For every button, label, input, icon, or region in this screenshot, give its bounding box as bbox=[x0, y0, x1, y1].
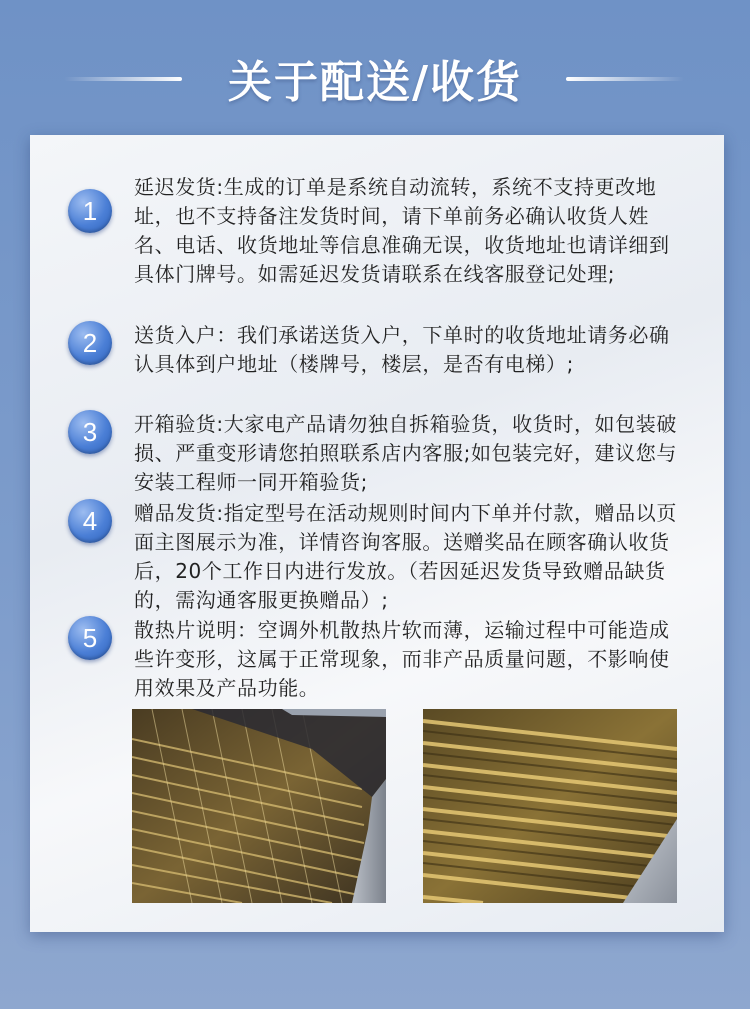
bent-condenser-fins-photo bbox=[132, 709, 386, 903]
item-text: 赠品发货:指定型号在活动规则时间内下单并付款，赠品以页面主图展示为准，详情咨询客服。送赠奖品在顾客确认收货后，20个工作日内进行发放。（若因延迟发货导致赠品缺货的，需沟通客服更换赠品）; bbox=[134, 501, 677, 612]
number-badge: 2 bbox=[68, 321, 112, 365]
header-divider-left bbox=[64, 77, 182, 81]
item-text: 送货入户：我们承诺送货入户，下单时的收货地址请务必确认具体到户地址（楼牌号，楼层，是否有电梯）; bbox=[134, 323, 670, 376]
header-divider-right bbox=[566, 77, 684, 81]
page-header bbox=[0, 40, 750, 120]
page-title: 关于配送/收货 bbox=[227, 57, 523, 108]
straight-condenser-fins-photo bbox=[423, 709, 677, 903]
item-text: 散热片说明：空调外机散热片软而薄，运输过程中可能造成些许变形，这属于正常现象，而非产品质量问题，不影响使用效果及产品功能。 bbox=[134, 618, 670, 700]
number-badge: 1 bbox=[68, 189, 112, 233]
number-badge: 4 bbox=[68, 499, 112, 543]
number-badge: 3 bbox=[68, 410, 112, 454]
item-text: 延迟发货:生成的订单是系统自动流转，系统不支持更改地址，也不支持备注发货时间，请下单前务必确认收货人姓名、电话、收货地址等信息准确无误，收货地址也请详细到具体门牌号。如需延迟发货请联系在线客服登记处理; bbox=[134, 175, 670, 286]
number-badge: 5 bbox=[68, 616, 112, 660]
info-card bbox=[30, 135, 724, 932]
item-text: 开箱验货:大家电产品请勿独自拆箱验货，收货时，如包装破损、严重变形请您拍照联系店内客服;如包装完好，建议您与安装工程师一同开箱验货; bbox=[134, 412, 677, 494]
